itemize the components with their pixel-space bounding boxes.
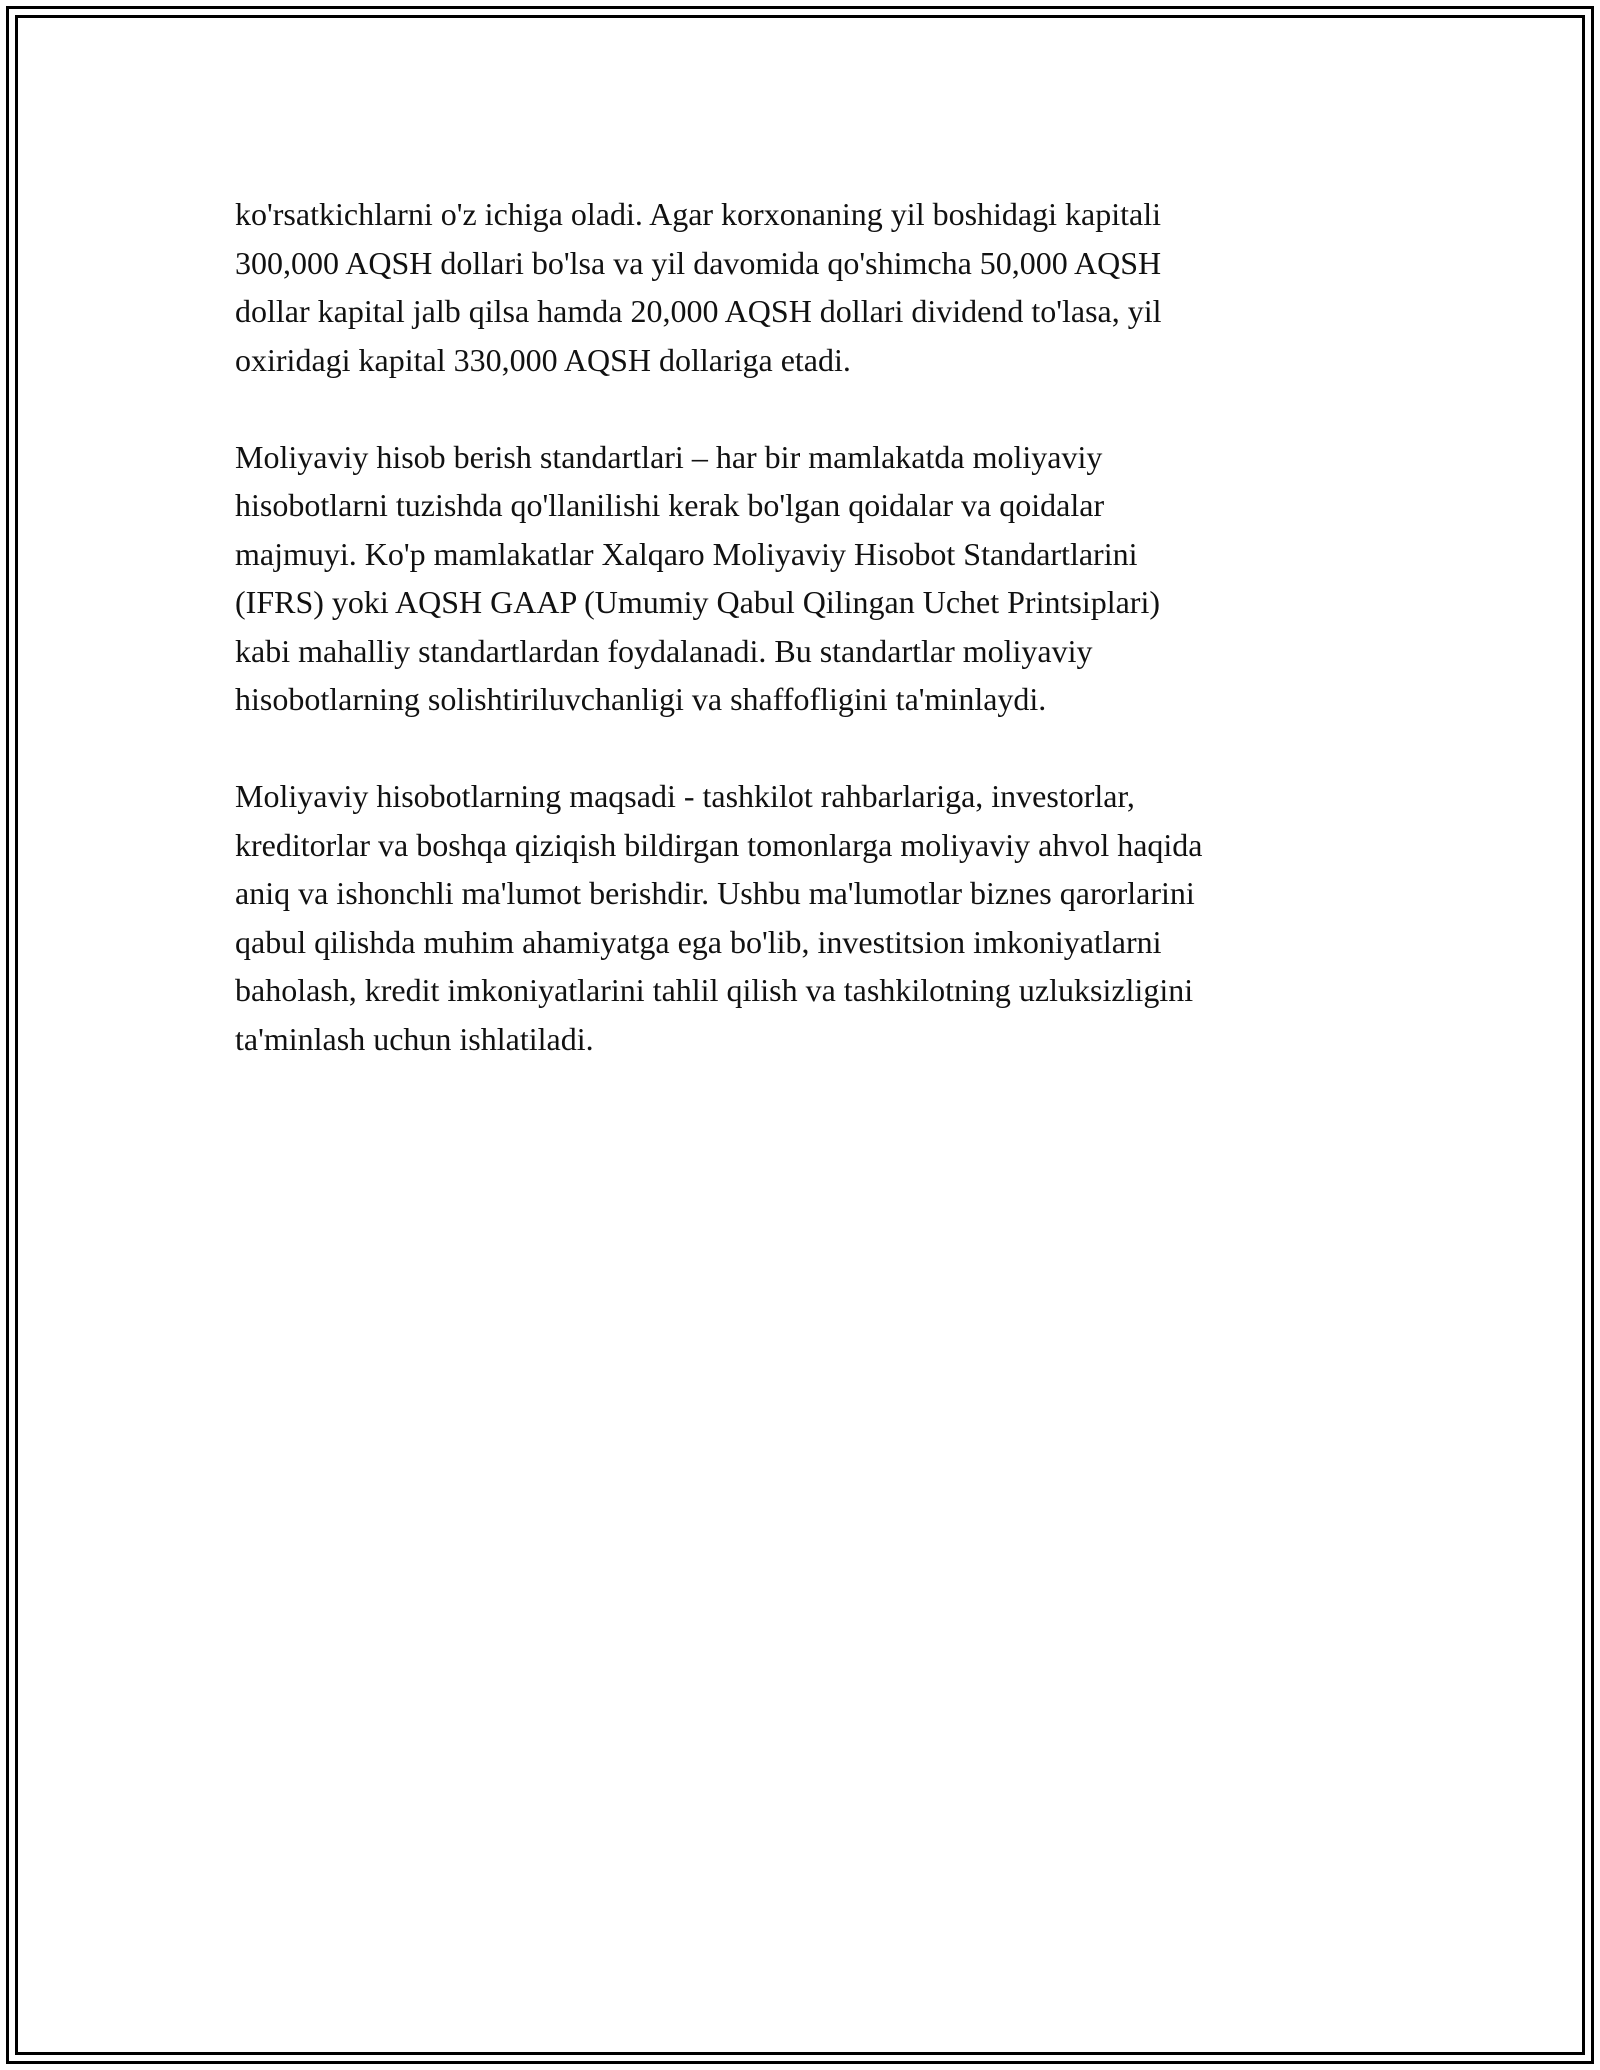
paragraph-capital-example: ko'rsatkichlarni o'z ichiga oladi. Agar korxonaning yil boshidagi kapitali 300,000 AQSH dollari bo'lsa va yil davomida qo'shimcha 50,000 AQSH dollar kapital jalb qilsa hamda 20,000 AQSH dollari dividend to'lasa, yil oxiridagi kapital 330,000 AQSH dollariga etadi. (235, 196, 1162, 378)
paragraph-reporting-standards: Moliyaviy hisob berish standartlari – har bir mamlakatda moliyaviy hisobotlarni tuzishda qo'llanilishi kerak bo'lgan qoidalar va qoidalar majmuyi. Ko'p mamlakatlar Xalqaro Moliyaviy Hisobot Standartlarini (IFRS) yoki AQSH GAAP (Umumiy Qabul Qilingan Uchet Printsiplari) kabi mahalliy standartlardan foydalanadi. Bu standartlar moliyaviy hisobotlarning solishtiriluvchanligi va shaffofligini ta'minlaydi. (235, 438, 1160, 717)
paragraph-reporting-purpose: Moliyaviy hisobotlarning maqsadi - tashkilot rahbarlariga, investorlar, kreditorlar va boshqa qiziqish bildirgan tomonlarga moliyaviy ahvol haqida aniq va ishonchli ma'lumot berishdir. Ushbu ma'lumotlar biznes qarorlarini qabul qilishda muhim ahamiyatga ega bo'lib, investitsion imkoniyatlarni baholash, kredit imkoniyatlarini tahlil qilish va tashkilotning uzluksizligini ta'minlash uchun ishlatiladi. (235, 778, 1203, 1057)
document-body (235, 190, 1375, 1112)
